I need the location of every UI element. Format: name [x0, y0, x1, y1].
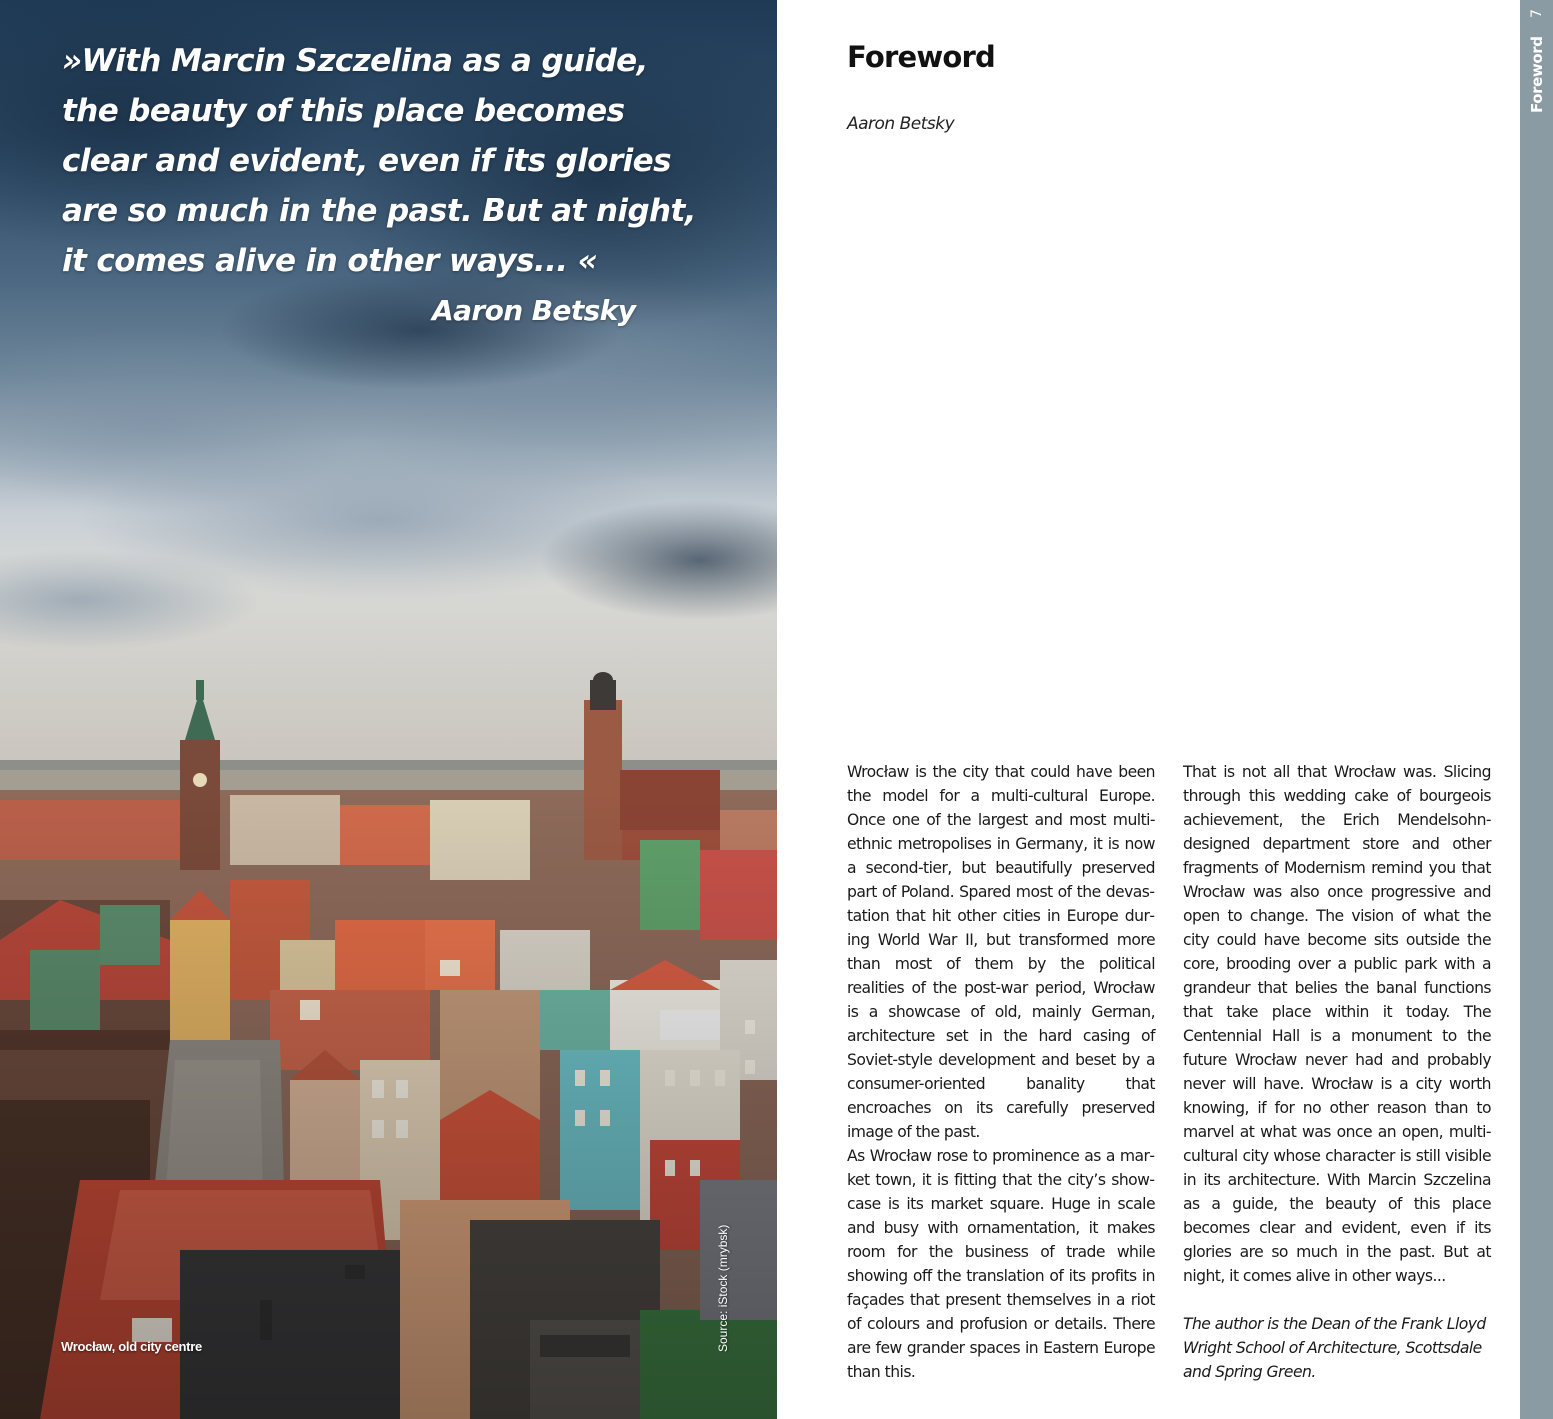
chapter-side-tab	[1520, 0, 1553, 1419]
chapter-title: Foreword	[847, 40, 995, 74]
pull-quote-line: are so much in the past. But at night,	[62, 193, 696, 229]
body-column-right	[1183, 760, 1491, 1384]
side-tab-label: Foreword	[1528, 36, 1546, 113]
pull-quote-line: the beauty of this place becomes	[62, 93, 625, 129]
foreword-text-page	[777, 0, 1553, 1419]
pull-quote	[62, 36, 702, 286]
pull-quote-line: clear and evident, even if its glories	[62, 143, 671, 179]
photo-credit: Source: iStock (mrybsk)	[716, 1224, 730, 1352]
body-column-left	[847, 760, 1155, 1384]
pull-quote-author: Aaron Betsky	[432, 294, 636, 327]
photo-caption: Wrocław, old city centre	[61, 1339, 202, 1354]
author-note: The author is the Dean of the Frank Lloyd Wright School of Architecture, Scottsdale and Spring Green.	[1183, 1315, 1486, 1381]
pull-quote-line: »With Marcin Szczelina as a guide,	[62, 43, 648, 79]
page-number: 7	[1529, 9, 1545, 18]
body-paragraph: That is not all that Wrocław was. Slicing through this wedding cake of bourgeois achievement, the Erich Mendelsohn-designed department store and other fragments of Modernism remind you that Wrocław was also once progressive and open to change. The vision of what the city could have become sits outside the core, brooding over a public park with a grandeur that belies the banal functions that take place within it today. The Centennial Hall is a monument to the future Wrocław never had and probably never will have. Wrocław is a city worth knowing, if for no other reason than to marvel at what was once an open, multi-cultural city whose character is still visible in its architecture. With Marcin Szczelina as a guide, the beauty of this place becomes clear and evident, even if its glories are so much in the past. But at night, it comes alive in other ways...	[1183, 763, 1491, 1285]
author-byline: Aaron Betsky	[847, 114, 955, 134]
body-paragraph: As Wrocław rose to prominence as a market town, it is fitting that the city’s showcase is its market square. Huge in scale and busy with ornamentation, it makes room for the business of trade while showing off the translation of its profits in façades that present themselves in a riot of colours and profusion or details. There are few grander spaces in Eastern Europe than this.	[847, 1147, 1155, 1381]
pull-quote-line: it comes alive in other ways... «	[62, 243, 598, 279]
body-paragraph: Wrocław is the city that could have been the model for a multi-cultural Europe. Once one of the largest and most multi-ethnic metropolises in Germany, it is now a second-tier, but beautifully preserved part of Poland. Spared most of the devastation that hit other cities in Europe during World War II, but transformed more than most of them by the political realities of the post-war period, Wrocław is a showcase of old, mainly German, architecture set in the hard casing of Soviet-style development and beset by a consumer-oriented banality that encroaches on its carefully preserved image of the past.	[847, 763, 1155, 1141]
